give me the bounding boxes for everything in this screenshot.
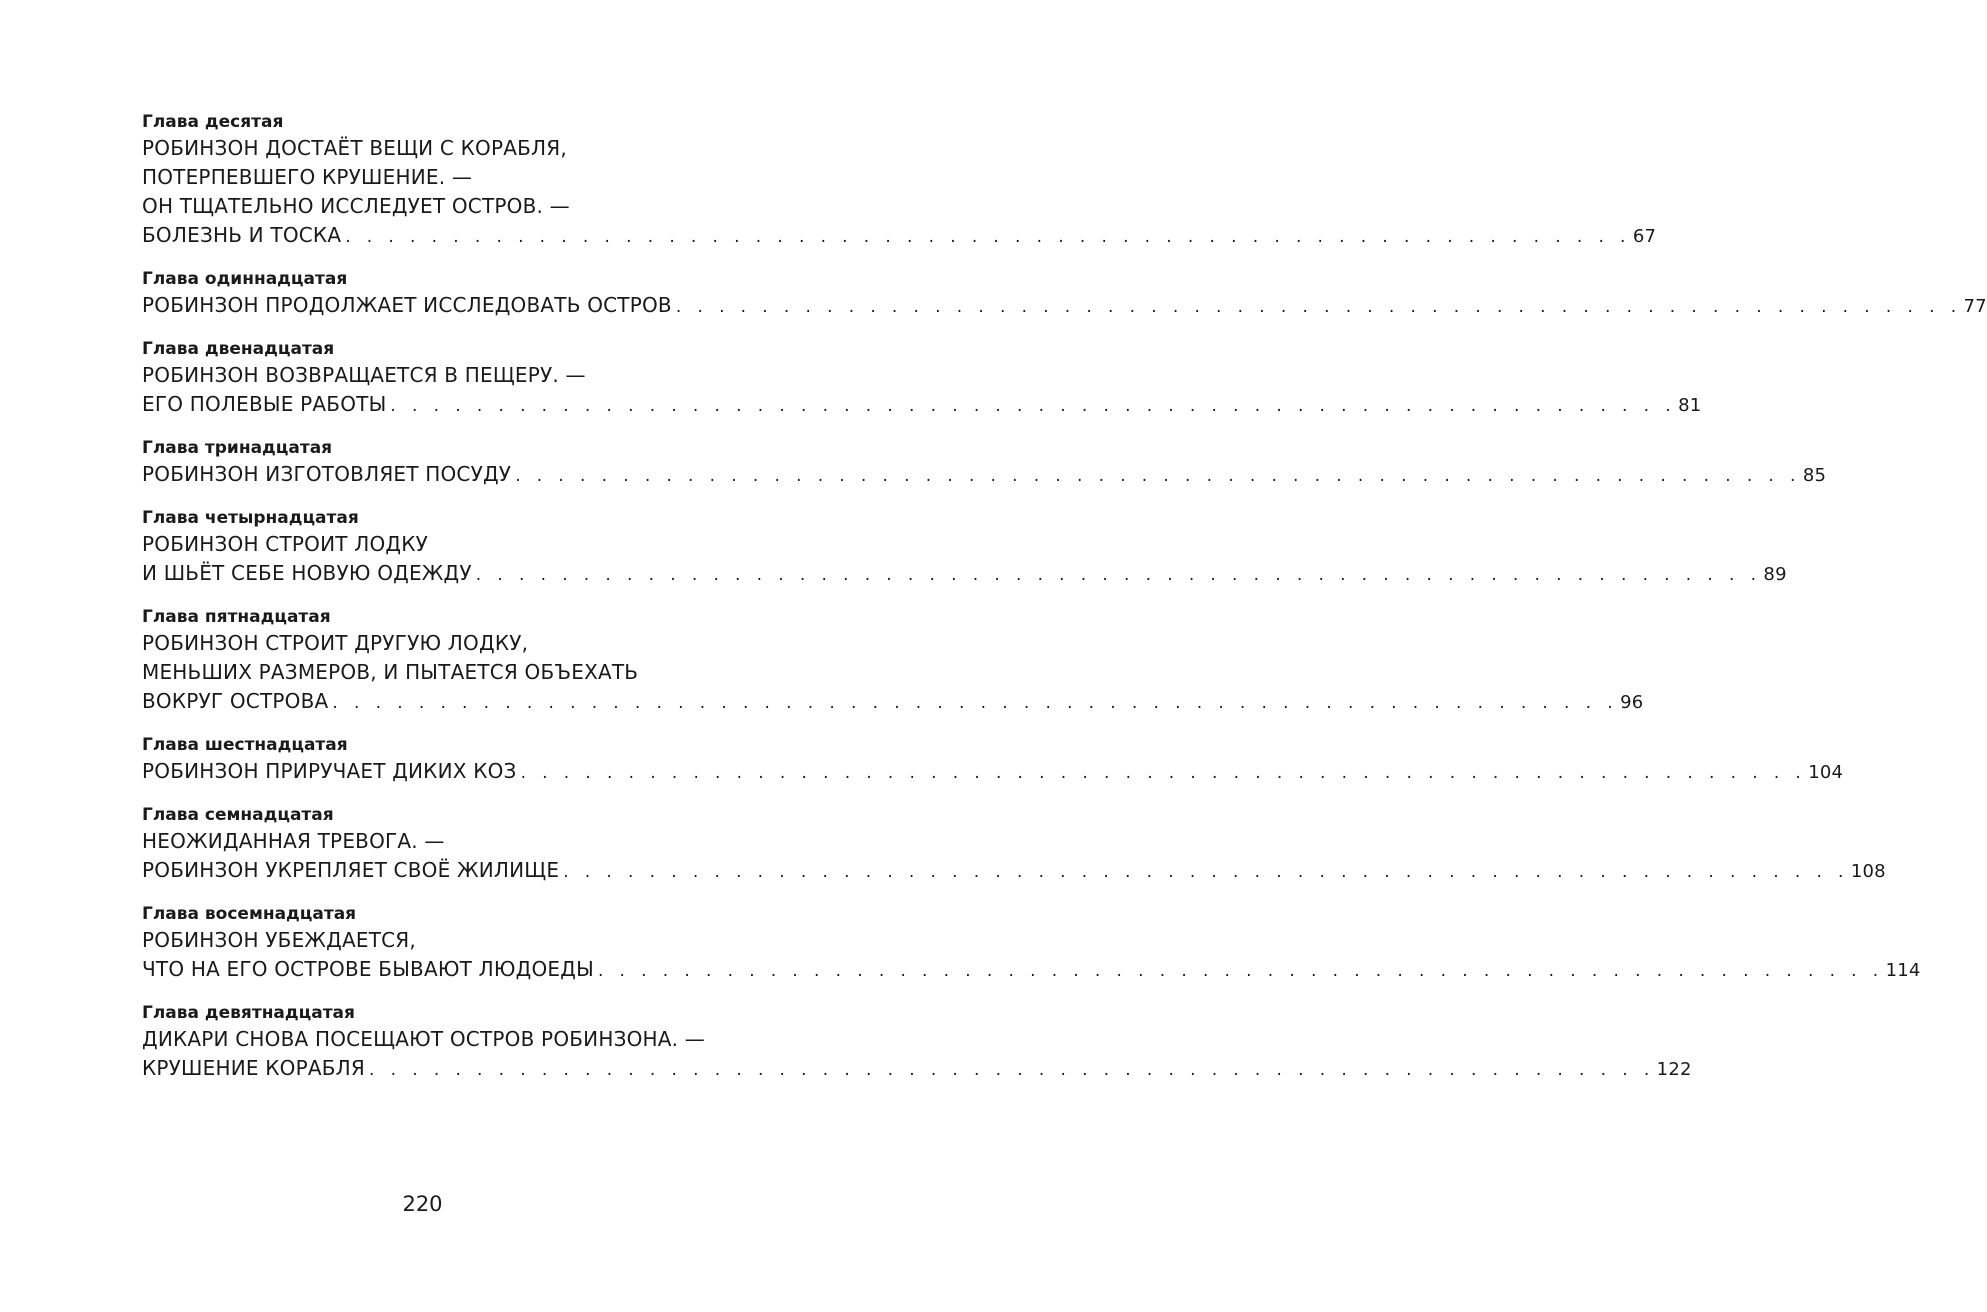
chapter-title-line: ПОТЕРПЕВШЕГО КРУШЕНИЕ. — (142, 165, 473, 189)
toc-entry-line (142, 221, 1657, 250)
toc-page-number: 114 (1885, 960, 1921, 981)
toc-page-number: 85 (1802, 465, 1827, 486)
toc-entry-line (142, 291, 1987, 320)
chapter-heading: Глава девятнадцатая (142, 1003, 355, 1023)
chapter-title-line: ОН ТЩАТЕЛЬНО ИССЛЕДУЕТ ОСТРОВ. — (142, 194, 570, 218)
toc-chapter (142, 733, 1844, 786)
chapter-title-line: РОБИНЗОН УБЕЖДАЕТСЯ, (142, 928, 416, 952)
chapter-title-line: ДИКАРИ СНОВА ПОСЕЩАЮТ ОСТРОВ РОБИНЗОНА. — (142, 1027, 705, 1051)
dot-leader: . . . . . . . . . . . . . . . . . . . . . . . . . . . . . . . . . . . . . . . . . . . . . . . . . . . . . . . . . . . . (515, 466, 1801, 486)
dot-leader: . . . . . . . . . . . . . . . . . . . . . . . . . . . . . . . . . . . . . . . . . . . . . . . . . . . . . . . . . . . . (369, 1060, 1655, 1080)
dot-leader: . . . . . . . . . . . . . . . . . . . . . . . . . . . . . . . . . . . . . . . . . . . . . . . . . . . . . . . . . . . . (597, 961, 1884, 981)
toc-entry-line (142, 687, 1644, 716)
toc-page-number: 77 (1963, 296, 1987, 317)
chapter-title-line: РОБИНЗОН ПРОДОЛЖАЕТ ИССЛЕДОВАТЬ ОСТРОВ (142, 293, 672, 317)
toc-chapter (142, 436, 1827, 489)
dot-leader: . . . . . . . . . . . . . . . . . . . . . . . . . . . . . . . . . . . . . . . . . . . . . . . . . . . . . . . . . . . . (675, 297, 1962, 317)
chapter-heading: Глава тринадцатая (142, 438, 333, 458)
toc-page-number: 89 (1763, 564, 1787, 585)
chapter-heading: Глава семнадцатая (142, 805, 334, 825)
toc-entry-line (142, 757, 1844, 786)
toc-chapter (142, 1001, 1692, 1083)
table-of-contents (142, 110, 1987, 1100)
chapter-title-line: РОБИНЗОН УКРЕПЛЯЕТ СВОЁ ЖИЛИЩЕ (142, 858, 560, 882)
chapter-title-line: РОБИНЗОН ПРИРУЧАЕТ ДИКИХ КОЗ (142, 759, 517, 783)
toc-entry-line (142, 955, 1921, 984)
dot-leader: . . . . . . . . . . . . . . . . . . . . . . . . . . . . . . . . . . . . . . . . . . . . . . . . . . . . . . . . . . . . (563, 862, 1849, 882)
chapter-title-line: РОБИНЗОН ДОСТАЁТ ВЕЩИ С КОРАБЛЯ, (142, 136, 567, 160)
toc-chapter (142, 902, 1921, 984)
chapter-heading: Глава шестнадцатая (142, 735, 348, 755)
chapter-heading: Глава восемнадцатая (142, 904, 357, 924)
dot-leader: . . . . . . . . . . . . . . . . . . . . . . . . . . . . . . . . . . . . . . . . . . . . . . . . . . . . . . . . . . . . (332, 693, 1619, 713)
toc-page-number: 81 (1678, 395, 1702, 416)
chapter-heading: Глава четырнадцатая (142, 508, 359, 528)
toc-page-number: 122 (1656, 1059, 1692, 1080)
chapter-title-line: КРУШЕНИЕ КОРАБЛЯ (142, 1056, 366, 1080)
chapter-title-line: ЕГО ПОЛЕВЫЕ РАБОТЫ (142, 392, 387, 416)
chapter-title-line: РОБИНЗОН ИЗГОТОВЛЯЕТ ПОСУДУ (142, 462, 512, 486)
toc-chapter (142, 337, 1702, 419)
chapter-heading: Глава пятнадцатая (142, 607, 331, 627)
toc-entry-line (142, 1054, 1692, 1083)
dot-leader: . . . . . . . . . . . . . . . . . . . . . . . . . . . . . . . . . . . . . . . . . . . . . . . . . . . . . . . . . . . . (345, 227, 1631, 247)
toc-chapter (142, 267, 1987, 320)
chapter-title-line: ВОКРУГ ОСТРОВА (142, 689, 329, 713)
toc-page-number: 96 (1620, 692, 1644, 713)
chapter-heading: Глава двенадцатая (142, 339, 335, 359)
dot-leader: . . . . . . . . . . . . . . . . . . . . . . . . . . . . . . . . . . . . . . . . . . . . . . . . . . . . . . . . . . . . (475, 565, 1762, 585)
toc-chapter (142, 605, 1644, 716)
chapter-title-line: БОЛЕЗНЬ И ТОСКА (142, 223, 342, 247)
toc-entry-line (142, 460, 1827, 489)
toc-entry-line (142, 390, 1702, 419)
page-number: 220 (402, 1192, 443, 1216)
chapter-title-line: МЕНЬШИХ РАЗМЕРОВ, И ПЫТАЕТСЯ ОБЪЕХАТЬ (142, 660, 639, 684)
chapter-heading: Глава одиннадцатая (142, 269, 348, 289)
toc-chapter (142, 506, 1787, 588)
chapter-heading: Глава десятая (142, 112, 284, 132)
toc-entry-line (142, 559, 1787, 588)
toc-chapter (142, 110, 1657, 250)
chapter-title-line: НЕОЖИДАННАЯ ТРЕВОГА. — (142, 829, 445, 853)
chapter-title-line: РОБИНЗОН СТРОИТ ДРУГУЮ ЛОДКУ, (142, 631, 529, 655)
dot-leader: . . . . . . . . . . . . . . . . . . . . . . . . . . . . . . . . . . . . . . . . . . . . . . . . . . . . . . . . . . . . (520, 763, 1807, 783)
toc-page-number: 67 (1632, 226, 1657, 247)
dot-leader: . . . . . . . . . . . . . . . . . . . . . . . . . . . . . . . . . . . . . . . . . . . . . . . . . . . . . . . . . . . . (390, 396, 1677, 416)
chapter-title-line: РОБИНЗОН СТРОИТ ЛОДКУ (142, 532, 428, 556)
toc-page-number: 108 (1850, 861, 1886, 882)
chapter-title-line: И ШЬЁТ СЕБЕ НОВУЮ ОДЕЖДУ (142, 561, 472, 585)
chapter-title-line: РОБИНЗОН ВОЗВРАЩАЕТСЯ В ПЕЩЕРУ. — (142, 363, 586, 387)
chapter-title-line: ЧТО НА ЕГО ОСТРОВЕ БЫВАЮТ ЛЮДОЕДЫ (142, 957, 594, 981)
toc-entry-line (142, 856, 1886, 885)
toc-page-number: 104 (1808, 762, 1844, 783)
toc-chapter (142, 803, 1886, 885)
